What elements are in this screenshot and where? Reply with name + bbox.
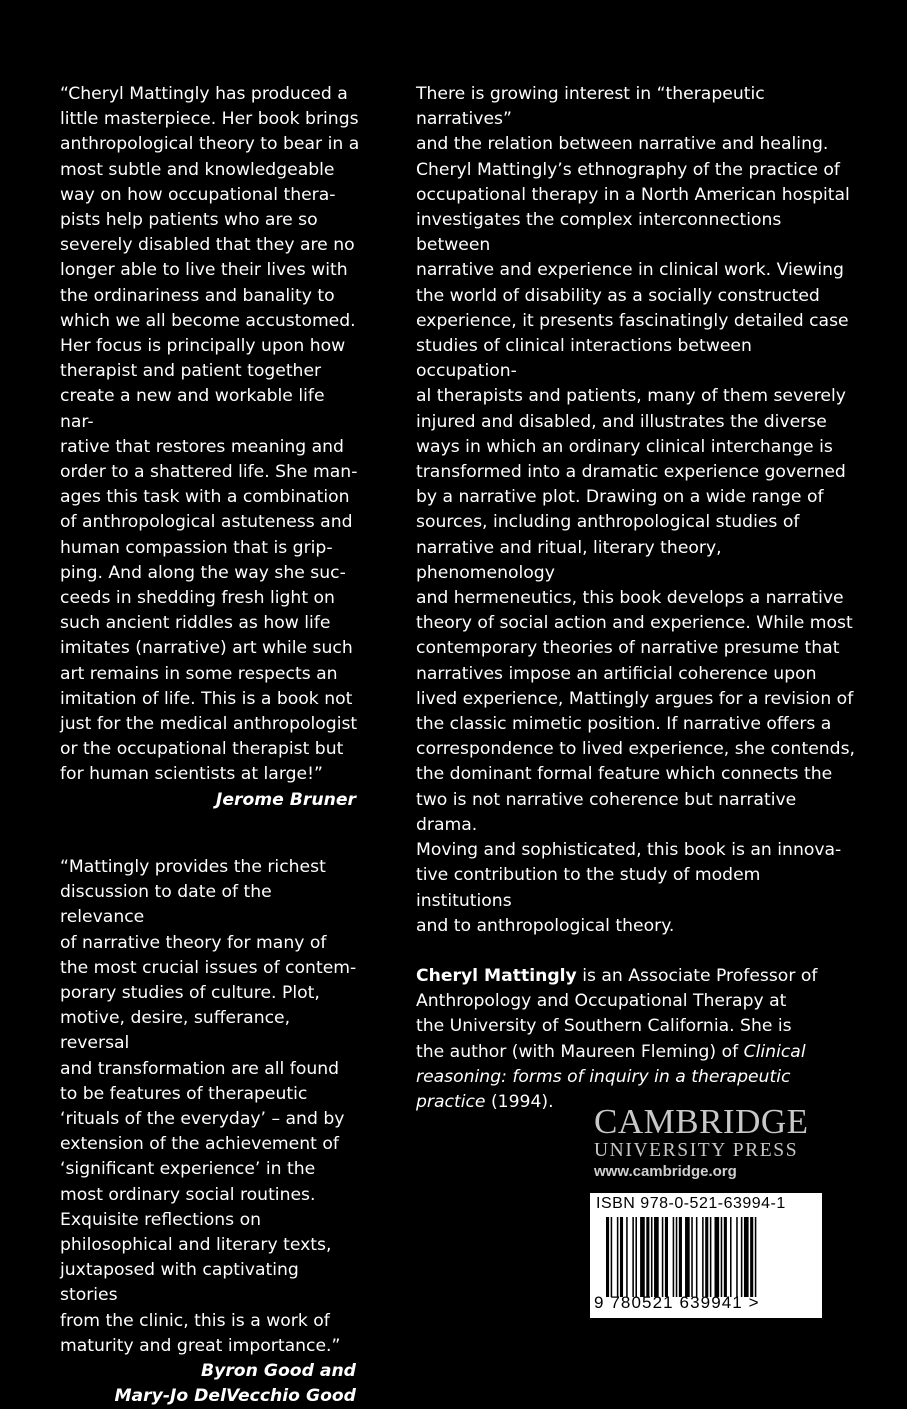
barcode-bar <box>654 1217 659 1297</box>
quote-line: Her focus is principally upon how <box>60 336 346 357</box>
bio-line1-text: is an Associate Professor of <box>576 965 818 986</box>
good-quote <box>60 855 360 1359</box>
good-attribution-line2: Mary-Jo DelVecchio Good <box>114 1386 356 1407</box>
barcode-bar <box>736 1217 738 1297</box>
description-line: theory of social action and experience. While most <box>416 613 853 634</box>
quote-line: ‘rituals of the everyday’ – and by <box>60 1108 345 1129</box>
barcode-bar <box>696 1217 698 1297</box>
bio-year: (1994). <box>485 1091 554 1112</box>
book-title-part3: practice <box>416 1091 486 1112</box>
quote-line: maturity and great importance.” <box>60 1335 341 1356</box>
quote-line: Exquisite reflections on <box>60 1209 261 1230</box>
barcode-digits: 9 780521 639941 > <box>594 1293 760 1312</box>
bio-line4 <box>416 1040 856 1065</box>
barcode-bar <box>676 1217 678 1297</box>
barcode-bar <box>617 1217 619 1297</box>
description-line: studies of clinical interactions between occupation- <box>416 336 752 382</box>
isbn-label: ISBN 978-0-521-63994-1 <box>596 1195 786 1212</box>
quote-line: little masterpiece. Her book brings <box>60 109 359 130</box>
good-attribution-line1: Byron Good and <box>201 1360 356 1381</box>
quote-line: “Cheryl Mattingly has produced a <box>60 84 348 104</box>
barcode-bar <box>715 1217 720 1297</box>
publisher-subname: UNIVERSITY PRESS <box>594 1140 799 1161</box>
description-line: the dominant formal feature which connects the <box>416 764 833 785</box>
barcode-bar <box>665 1217 668 1297</box>
description-line: narrative and experience in clinical work. Viewing <box>416 260 844 281</box>
quote-line: philosophical and literary texts, <box>60 1234 332 1255</box>
isbn-barcode <box>590 1193 822 1318</box>
quote-line: imitates (narrative) art while such <box>60 638 353 659</box>
quote-line: the most crucial issues of contem- <box>60 957 357 978</box>
barcode-bar <box>611 1217 613 1297</box>
quote-line: ‘significant experience’ in the <box>60 1159 316 1180</box>
quote-line: for human scientists at large!” <box>60 764 323 785</box>
quote-line: porary studies of culture. Plot, <box>60 982 320 1003</box>
barcode-bar <box>721 1217 723 1297</box>
quote-line: therapist and patient together <box>60 361 322 382</box>
barcode-bar <box>702 1217 704 1297</box>
barcode-bars <box>606 1217 802 1297</box>
description-line: contemporary theories of narrative presume that <box>416 638 840 659</box>
description-line: There is growing interest in “therapeutic narratives” <box>416 84 765 130</box>
bruner-quote <box>60 82 360 788</box>
barcode-bar <box>651 1217 653 1297</box>
quote-line: anthropological theory to bear in a <box>60 134 360 155</box>
barcode-bar <box>635 1217 637 1297</box>
barcode-bar <box>626 1217 628 1297</box>
description-line: lived experience, Mattingly argues for a revision of <box>416 688 854 709</box>
description-line: the classic mimetic position. If narrative offers a <box>416 714 832 735</box>
barcode-bar <box>691 1217 693 1297</box>
quote-line: imitation of life. This is a book not <box>60 688 353 709</box>
description-line: the world of disability as a socially constructed <box>416 285 820 306</box>
barcode-bar <box>744 1217 749 1297</box>
quote-line: which we all become accustomed. <box>60 310 356 331</box>
description-line: tive contribution to the study of modem institutions <box>416 865 761 911</box>
description-line: and to anthropological theory. <box>416 915 675 936</box>
quote-line: human compassion that is grip- <box>60 537 333 558</box>
quote-line: and transformation are all found <box>60 1058 340 1079</box>
quote-line: of narrative theory for many of <box>60 932 327 953</box>
quote-line: ping. And along the way she suc- <box>60 562 346 583</box>
quote-line: “Mattingly provides the richest <box>60 856 326 877</box>
quote-line: severely disabled that they are no <box>60 235 355 256</box>
quote-line: just for the medical anthropologist <box>60 714 358 735</box>
publisher-name: CAMBRIDGE <box>594 1102 809 1141</box>
quote-line: discussion to date of the relevance <box>60 882 272 928</box>
barcode-bar <box>724 1217 727 1297</box>
barcode-bar <box>679 1217 682 1297</box>
quote-line: the ordinariness and banality to <box>60 285 335 306</box>
barcode-bar <box>750 1217 753 1297</box>
barcode-bar <box>662 1217 664 1297</box>
bio-line5 <box>416 1065 856 1090</box>
description-line: correspondence to lived experience, she contends, <box>416 739 855 760</box>
bio-line2: Anthropology and Occupational Therapy at <box>416 991 787 1012</box>
author-name: Cheryl Mattingly <box>416 965 577 986</box>
book-title-part2: reasoning: forms of inquiry in a therapeutic <box>416 1066 791 1087</box>
description-line: and hermeneutics, this book develops a narrative <box>416 588 844 609</box>
barcode-bar <box>673 1217 675 1297</box>
quote-line: create a new and workable life nar- <box>60 386 325 432</box>
description-line: and the relation between narrative and healing. <box>416 134 829 155</box>
quote-line: extension of the achievement of <box>60 1134 339 1155</box>
barcode-bar <box>646 1217 649 1297</box>
description-line: occupational therapy in a North American hospital <box>416 184 850 205</box>
quote-line: rative that restores meaning and <box>60 436 344 457</box>
quote-line: ceeds in shedding fresh light on <box>60 588 335 609</box>
description-line: ways in which an ordinary clinical interchange is <box>416 436 833 457</box>
book-description <box>416 82 856 939</box>
barcode-bar <box>730 1217 732 1297</box>
description-line: sources, including anthropological studies of <box>416 512 800 533</box>
quote-line: from the clinic, this is a work of <box>60 1310 330 1331</box>
quote-line: to be features of therapeutic <box>60 1083 308 1104</box>
bio-line4-text: the author (with Maureen Fleming) of <box>416 1041 744 1062</box>
description-line: Cheryl Mattingly’s ethnography of the practice of <box>416 159 840 180</box>
quote-line: art remains in some respects an <box>60 663 338 684</box>
description-line: Moving and sophisticated, this book is an innova- <box>416 840 842 861</box>
barcode-bar <box>705 1217 708 1297</box>
bio-line3: the University of Southern California. She is <box>416 1016 792 1037</box>
description-line: two is not narrative coherence but narrative drama. <box>416 789 797 835</box>
author-bio <box>416 964 856 1115</box>
description-line: al therapists and patients, many of them severely <box>416 386 846 407</box>
description-line: narrative and ritual, literary theory, phenomenology <box>416 537 722 583</box>
barcode-bar <box>640 1217 645 1297</box>
quote-line: way on how occupational thera- <box>60 184 336 205</box>
quote-line: order to a shattered life. She man- <box>60 462 358 483</box>
quote-line: most subtle and knowledgeable <box>60 159 335 180</box>
barcode-bar <box>755 1217 757 1297</box>
quote-line: or the occupational therapist but <box>60 739 344 760</box>
bio-line1 <box>416 964 856 989</box>
description-line: by a narrative plot. Drawing on a wide range of <box>416 487 824 508</box>
right-column <box>416 82 856 1115</box>
description-line: injured and disabled, and illustrates the diverse <box>416 411 827 432</box>
description-line: transformed into a dramatic experience governed <box>416 462 846 483</box>
barcode-bar <box>710 1217 712 1297</box>
quote-line: juxtaposed with captivating stories <box>60 1260 299 1306</box>
quote-line: of anthropological astuteness and <box>60 512 353 533</box>
barcode-bar <box>632 1217 634 1297</box>
barcode-bar <box>685 1217 690 1297</box>
quote-line: longer able to live their lives with <box>60 260 348 281</box>
publisher-logo <box>594 1104 834 1182</box>
quote-line: pists help patients who are so <box>60 210 318 231</box>
barcode-bar <box>741 1217 743 1297</box>
quote-line: ages this task with a combination <box>60 487 350 508</box>
book-title-part1: Clinical <box>743 1041 806 1062</box>
description-line: investigates the complex interconnections between <box>416 210 782 256</box>
barcode-bar <box>620 1217 623 1297</box>
left-column <box>60 82 360 1409</box>
publisher-url: www.cambridge.org <box>594 1163 737 1180</box>
quote-line: such ancient riddles as how life <box>60 613 331 634</box>
quote-line: most ordinary social routines. <box>60 1184 316 1205</box>
quote-line: motive, desire, sufferance, reversal <box>60 1008 291 1054</box>
bruner-attribution: Jerome Bruner <box>215 789 356 810</box>
description-line: experience, it presents fascinatingly detailed case <box>416 310 849 331</box>
barcode-bar <box>606 1217 609 1297</box>
description-line: narratives impose an artificial coherence upon <box>416 663 817 684</box>
